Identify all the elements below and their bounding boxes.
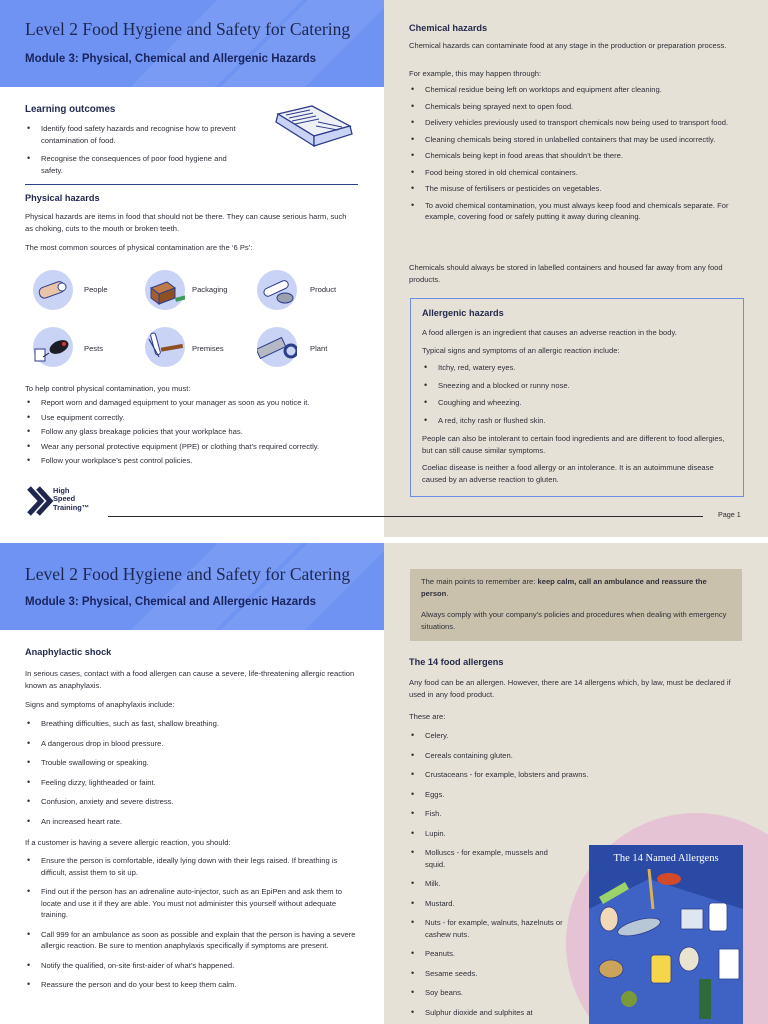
list-item: • Wear any personal protective equipment (PPE) or clothing that’s required correctly. [25, 441, 357, 453]
list-item: • Peanuts. [409, 948, 569, 960]
six-ps-intro: The most common sources of physical contamination are the ‘6 Ps’: [25, 243, 253, 252]
list-item: • Identify food safety hazards and recognise how to prevent contamination of food. [25, 123, 250, 146]
allergy-symptoms-intro: Typical signs and symptoms of an allergic reaction include: [422, 346, 620, 355]
key-points-box [410, 569, 742, 641]
allergenic-hazards-box [410, 298, 744, 497]
page-number: Page 1 [718, 510, 741, 519]
list-item: • Chemical residue being left on worktops and equipment after cleaning. [409, 84, 744, 96]
list-item: • Reassure the person and do your best to keep them calm. [25, 979, 357, 991]
six-ps-label-pests: Pests [84, 344, 103, 353]
key-points-suffix: . [446, 588, 449, 598]
left-column [0, 543, 384, 1024]
physical-hazards-heading: Physical hazards [25, 193, 100, 203]
title-banner [0, 0, 384, 87]
list-item: • Chemicals being kept in food areas that shouldn’t be there. [409, 150, 744, 162]
six-ps-label-plant: Plant [310, 344, 328, 353]
logo-mark-icon [25, 484, 55, 518]
plant-icon [257, 327, 297, 367]
allergy-symptoms-list [422, 362, 732, 426]
list-item: • An increased heart rate. [25, 816, 355, 828]
learning-outcomes-heading: Learning outcomes [25, 104, 116, 115]
list-item: • Ensure the person is comfortable, ideally lying down with their legs raised. If breathing is difficult, assist them to sit up. [25, 855, 357, 878]
module-title: Module 3: Physical, Chemical and Allergenic Hazards [25, 53, 316, 65]
list-item: • Follow any glass breakage policies that your workplace has. [25, 426, 357, 438]
open-book-icon [270, 100, 356, 160]
six-ps-label-premises: Premises [192, 344, 224, 353]
list-item: • Feeling dizzy, lightheaded or faint. [25, 777, 355, 789]
list-item: • Molluscs - for example, mussels and squid. [409, 847, 569, 870]
list-item: • Notify the qualified, on-site first-aider of what’s happened. [25, 960, 357, 972]
logo-word-speed: Speed [53, 494, 76, 504]
list-item: • Itchy, red, watery eyes. [422, 362, 732, 374]
list-item: • Food being stored in old chemical containers. [409, 167, 744, 179]
list-item: • Trouble swallowing or speaking. [25, 757, 355, 769]
list-item: • Celery. [409, 730, 569, 742]
anaphylaxis-signs-list [25, 718, 355, 827]
intolerance-paragraph: People can also be intolerant to certain food ingredients and are different to food allergies, but can still cause similar symptoms. [422, 434, 725, 455]
product-icon [257, 270, 297, 310]
key-points-text [421, 576, 731, 599]
module-title: Module 3: Physical, Chemical and Allergenic Hazards [25, 596, 316, 608]
chemical-example-intro: For example, this may happen through: [409, 69, 542, 78]
document-title: Level 2 Food Hygiene and Safety for Catering [25, 19, 351, 39]
logo-word-high: High [53, 486, 70, 495]
anaphylaxis-paragraph: In serious cases, contact with a food allergen can cause a severe, life-threatening allergic reaction known as anaphylaxis. [25, 669, 355, 690]
six-ps-label-product: Product [310, 285, 337, 294]
list-item: • Mustard. [409, 898, 569, 910]
packaging-icon [145, 270, 185, 310]
anaphylaxis-signs-intro: Signs and symptoms of anaphylaxis include: [25, 700, 175, 709]
allergenic-hazards-heading: Allergenic hazards [422, 308, 504, 318]
key-points-bold: keep calm, call an ambulance and reassure the person [421, 577, 707, 598]
list-item: • Fish. [409, 808, 569, 820]
allergen-foods-illustration [589, 869, 743, 1024]
list-item: • Chemicals being sprayed next to open food. [409, 101, 744, 113]
list-item: • Crustaceans - for example, lobsters and prawns. [409, 769, 655, 781]
list-item: • Report worn and damaged equipment to your manager as soon as you notice it. [25, 397, 357, 409]
list-item: • Cereals containing gluten. [409, 750, 569, 762]
allergen-definition: A food allergen is an ingredient that causes an adverse reaction in the body. [422, 328, 677, 337]
section-divider [25, 184, 358, 185]
six-ps-label-packaging: Packaging [192, 285, 228, 294]
learning-outcomes-list [25, 123, 250, 176]
reaction-steps-intro: If a customer is having a severe allergic reaction, you should: [25, 838, 231, 847]
food-allergens-heading: The 14 food allergens [409, 657, 504, 667]
list-item: • Sesame seeds. [409, 968, 569, 980]
key-points-prefix: The main points to remember are: [421, 577, 538, 586]
poster-title: The 14 Named Allergens [613, 853, 719, 864]
six-ps-label-people: People [84, 285, 108, 294]
list-item: • The misuse of fertilisers or pesticides on vegetables. [409, 183, 744, 195]
list-item: • Find out if the person has an adrenaline auto-injector, such as an EpiPen and ask them to locate and use it if they are able. You must not administer this yourself without adequate training. [25, 886, 357, 921]
list-item: • To avoid chemical contamination, you must always keep food and chemicals separate. For example, covering food or safely putting it away during cleaning. [409, 200, 744, 223]
left-column [0, 0, 384, 537]
list-item: • A red, itchy rash or flushed skin. [422, 415, 732, 427]
document-title: Level 2 Food Hygiene and Safety for Catering [25, 564, 351, 584]
allergens-poster [589, 845, 743, 1024]
list-item: • Eggs. [409, 789, 569, 801]
chemical-storage-paragraph: Chemicals should always be stored in labelled containers and housed far away from any food products. [409, 263, 723, 284]
people-icon [33, 270, 73, 310]
control-intro: To help control physical contamination, you must: [25, 384, 191, 393]
list-item: • Recognise the consequences of poor food hygiene and safety. [25, 153, 250, 176]
list-item: • Sulphur dioxide and sulphites at [409, 1007, 569, 1019]
list-item: • Cleaning chemicals being stored in unlabelled containers that may be used incorrectly. [409, 134, 744, 146]
list-item: • Soy beans. [409, 987, 569, 999]
list-item: • Confusion, anxiety and severe distress. [25, 796, 355, 808]
list-item: • Use equipment correctly. [25, 412, 357, 424]
list-item: • A dangerous drop in blood pressure. [25, 738, 355, 750]
page-two [0, 543, 768, 1024]
list-item: • Coughing and wheezing. [422, 397, 732, 409]
reaction-steps-list [25, 855, 357, 991]
allergens-paragraph: Any food can be an allergen. However, there are 14 allergens which, by law, must be declared if used in any food product. [409, 678, 731, 699]
allergens-list [409, 730, 589, 1018]
chemical-list [409, 84, 744, 223]
list-item: • Follow your workplace’s pest control policies. [25, 455, 357, 467]
list-item: • Delivery vehicles previously used to transport chemicals now being used to transport food. [409, 117, 744, 129]
comply-paragraph: Always comply with your company’s policies and procedures when dealing with emergency situations. [421, 610, 727, 631]
coeliac-paragraph: Coeliac disease is neither a food allergy or an intolerance. It is an autoimmune disease caused by an adverse reaction to gluten. [422, 463, 714, 484]
control-list [25, 397, 357, 467]
list-item: • Breathing difficulties, such as fast, shallow breathing. [25, 718, 355, 730]
list-item: • Nuts - for example, walnuts, hazelnuts or cashew nuts. [409, 917, 569, 940]
premises-icon [145, 327, 185, 367]
chemical-paragraph: Chemical hazards can contaminate food at any stage in the production or preparation process. [409, 41, 727, 50]
chemical-hazards-heading: Chemical hazards [409, 23, 488, 33]
list-item: • Sneezing and a blocked or runny nose. [422, 380, 732, 392]
anaphylactic-shock-heading: Anaphylactic shock [25, 647, 112, 657]
list-item: • Milk. [409, 878, 569, 890]
footer-rule [108, 516, 703, 517]
physical-hazards-paragraph: Physical hazards are items in food that should not be there. They can cause serious harm, such as choking, cuts to the mouth or broken teeth. [25, 212, 347, 233]
logo-word-training: Training™ [53, 502, 90, 512]
list-item: • Lupin. [409, 828, 569, 840]
title-banner [0, 543, 384, 630]
pests-icon [33, 327, 73, 367]
list-item: • Call 999 for an ambulance as soon as possible and explain that the person is having a severe allergic reaction. Be sure to mention anaphylaxis specifically if symptoms are present. [25, 929, 357, 952]
allergens-intro: These are: [409, 712, 446, 721]
